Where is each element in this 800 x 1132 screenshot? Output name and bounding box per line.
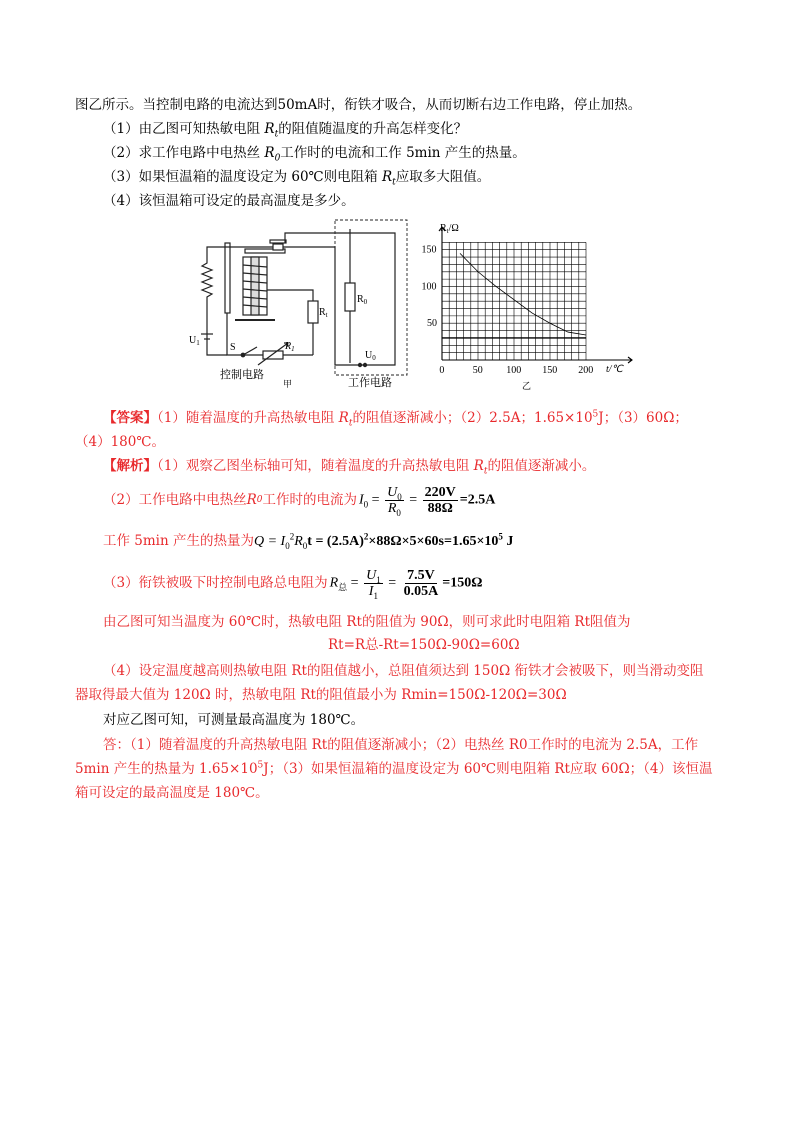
chart-caption: 乙 xyxy=(522,381,532,390)
question-2: （2）求工作电路中电热丝 $R_0$工作时的电流和工作 5min 产生的热量。 xyxy=(103,145,526,164)
label-r0: $R_0$ xyxy=(357,294,368,306)
label-s: S xyxy=(230,342,236,353)
rt-temperature-chart xyxy=(420,215,640,390)
final-line-2: 5min 产生的热量为 $1.65\times 10^5J$；（3）如果恒温箱的温度设定为 60℃则电阻箱 Rt应取 60Ω；（4）该恒温 xyxy=(75,760,713,777)
caption-jia: 甲 xyxy=(283,379,293,389)
label-u0: $U_0$ xyxy=(365,350,376,362)
analysis-line-8: 器取得最大值为 120Ω 时，热敏电阻 Rt的阻值最小为 Rmin=150Ω-120Ω=30Ω xyxy=(75,687,567,703)
label-control-circuit: 控制电路 xyxy=(220,369,264,381)
chart-xlabel: t/℃ xyxy=(606,364,623,375)
analysis-line-3: 工作 5min 产生的热量为$Q = I_0^2R_0t = (2.5A)^2\times 88\Omega\times 5\times 60s=1.65\times 10^5$ J xyxy=(103,531,514,551)
analysis-line-4: （3）衔铁被吸下时控制电路总电阻为 $R_总$ = $\frac{U_1}{I_1}$ = $\frac{7.5V}{0.05A}$ =150Ω xyxy=(103,567,483,601)
label-work-circuit: 工作电路 xyxy=(348,377,392,389)
circuit-diagram xyxy=(185,215,425,390)
x-tick-label: 0 xyxy=(439,365,445,376)
rt-curve xyxy=(460,253,586,335)
label-rt: $R_t$ xyxy=(319,307,328,319)
y-tick-label: 150 xyxy=(421,244,437,256)
question-3: （3）如果恒温箱的温度设定为 60℃则电阻箱 $R_t$应取多大阻值。 xyxy=(103,169,491,188)
analysis-line-9: 对应乙图可知，可测量最高温度为 180℃。 xyxy=(103,712,365,728)
x-tick-label: 150 xyxy=(542,365,558,376)
analysis-line-1: 【解析】（1）观察乙图坐标轴可知，随着温度的升高热敏电阻 $R_t$的阻值逐渐减小。 xyxy=(103,458,596,477)
analysis-line-6: Rt=R总-Rt=150Ω-90Ω=60Ω xyxy=(328,637,520,653)
final-line-1: 答：（1）随着温度的升高热敏电阻 Rt的阻值逐渐减小；（2）电热丝 R0工作时的电流为 2.5A，工作 xyxy=(103,737,699,753)
analysis-line-5: 由乙图可知当温度为 60℃时，热敏电阻 Rt的阻值为 90Ω，则可求此时电阻箱 Rt阻值为 xyxy=(103,614,631,630)
intro-text: 图乙所示。当控制电路的电流达到50mA时，衔铁才吸合，从而切断右边工作电路，停止加热。 xyxy=(75,97,642,113)
answer-line-1: 【答案】（1）随着温度的升高热敏电阻 $R_t$的阻值逐渐减小；（2）2.5A；$1.65\times 10^5J$；（3）60Ω； xyxy=(103,409,688,429)
question-4: （4）该恒温箱可设定的最高温度是多少。 xyxy=(103,193,355,209)
answer-line-2: （4）180℃。 xyxy=(75,434,165,450)
chart-ylabel: $R_t/\Omega$ xyxy=(440,223,459,235)
analysis-line-2: （2）工作电路中电热丝 R 0 工作时的电流为 $I_0$ = $\frac{U_0}{R_0}$ = $\frac{220V}{88\Omega}$ =2.5A xyxy=(103,484,496,518)
label-u1: $U_1$ xyxy=(189,335,200,347)
final-line-3: 箱可设定的最高温度是 180℃。 xyxy=(75,785,269,801)
x-tick-label: 100 xyxy=(506,365,522,376)
x-tick-label: 50 xyxy=(472,365,483,376)
analysis-line-7: （4）设定温度越高则热敏电阻 Rt的阻值越小，总阻值须达到 150Ω 衔铁才会被吸下，则当滑动变阻 xyxy=(103,663,704,679)
y-tick-label: 100 xyxy=(421,281,437,293)
label-r1: $R_1$ xyxy=(285,341,295,353)
y-tick-label: 50 xyxy=(427,318,437,330)
question-1: （1）由乙图可知热敏电阻 $R_t$的阻值随温度的升高怎样变化？ xyxy=(103,121,468,140)
x-tick-label: 200 xyxy=(578,365,594,376)
